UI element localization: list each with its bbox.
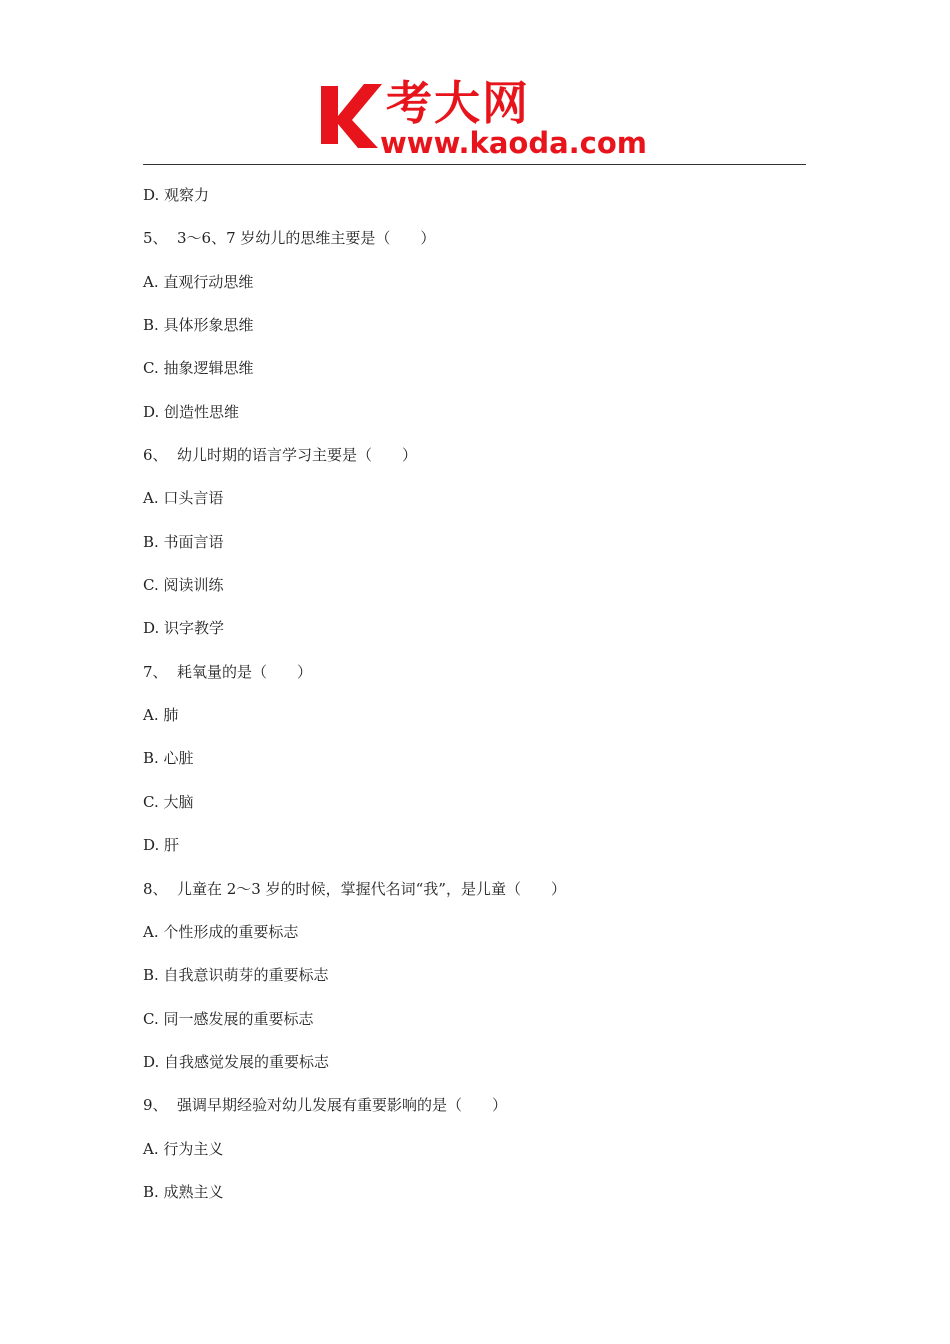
question-number: 6、: [143, 446, 168, 465]
question-stem: [143, 442, 806, 485]
answer-option: B. 心脏: [143, 749, 194, 768]
question-text: 3～6、7 岁幼儿的思维主要是（ ）: [177, 229, 436, 248]
answer-option: C. 抽象逻辑思维: [143, 359, 254, 378]
answer-option: D. 识字教学: [143, 619, 225, 638]
question-list: [143, 182, 806, 1222]
question-number: 5、: [143, 229, 168, 248]
site-logo[interactable]: [318, 78, 648, 160]
answer-option: D. 肝: [143, 836, 180, 855]
answer-option: C. 同一感发展的重要标志: [143, 1009, 314, 1028]
logo-url-text: www.kaoda.com: [380, 126, 647, 160]
question-stem: [143, 659, 806, 702]
answer-option: D. 观察力: [143, 186, 210, 204]
question-stem: [143, 876, 806, 919]
question-text: 幼儿时期的语言学习主要是（ ）: [177, 446, 418, 465]
answer-option: A. 肺: [143, 706, 179, 725]
answer-option: D. 自我感觉发展的重要标志: [143, 1052, 330, 1071]
question-stem: [143, 1092, 806, 1135]
answer-option: B. 书面言语: [143, 532, 224, 551]
question-stem: [143, 225, 806, 268]
question-text: 强调早期经验对幼儿发展有重要影响的是（ ）: [177, 1096, 508, 1115]
question-number: 7、: [143, 662, 168, 681]
answer-option: A. 行为主义: [143, 1139, 224, 1158]
question-number: 9、: [143, 1096, 168, 1115]
header-divider: [143, 164, 806, 165]
answer-option: C. 阅读训练: [143, 576, 224, 595]
answer-option: C. 大脑: [143, 792, 194, 811]
answer-option: D. 创造性思维: [143, 402, 240, 421]
question-number: 8、: [143, 879, 168, 898]
answer-option: A. 直观行动思维: [143, 272, 254, 291]
question-text: 耗氧量的是（ ）: [177, 662, 313, 681]
answer-option: B. 自我意识萌芽的重要标志: [143, 966, 329, 985]
answer-option: A. 口头言语: [143, 489, 224, 508]
answer-option: B. 成熟主义: [143, 1182, 224, 1201]
logo-chinese-name: 考大网: [386, 76, 530, 130]
answer-option: B. 具体形象思维: [143, 316, 254, 335]
answer-option: A. 个性形成的重要标志: [143, 922, 299, 941]
question-text: 儿童在 2～3 岁的时候，掌握代名词“我”，是儿童（ ）: [177, 879, 566, 898]
